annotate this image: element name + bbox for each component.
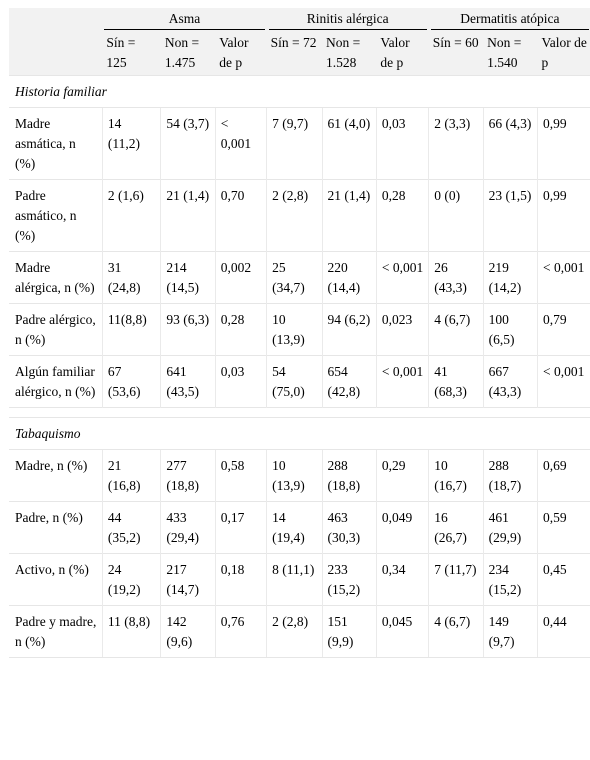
table-row: [9, 108, 590, 180]
table-cell: 214 (14,5): [161, 252, 215, 304]
subheader-cell: Valor de p: [215, 30, 266, 76]
table-cell: 277 (18,8): [161, 450, 215, 502]
table-row: [9, 252, 590, 304]
table-cell: 0,049: [376, 502, 428, 554]
section-title-row: [9, 418, 590, 450]
corner-cell: [9, 30, 102, 76]
table-cell: 7 (11,7): [429, 554, 483, 606]
table-cell: 0,023: [376, 304, 428, 356]
table-row: [9, 356, 590, 408]
table-cell: 641 (43,5): [161, 356, 215, 408]
subheader-cell: Non = 1.540: [483, 30, 537, 76]
table-cell: 54 (75,0): [267, 356, 322, 408]
table-cell: 0,28: [215, 304, 266, 356]
table-cell: < 0,001: [538, 252, 590, 304]
table-cell: 0,44: [538, 606, 590, 658]
table-cell: 0,03: [376, 108, 428, 180]
table-cell: 25 (34,7): [267, 252, 322, 304]
subheader-cell: Valor de p: [538, 30, 590, 76]
table-cell: 54 (3,7): [161, 108, 215, 180]
table-cell: 21 (16,8): [102, 450, 160, 502]
table-cell: 16 (26,7): [429, 502, 483, 554]
table-row: [9, 554, 590, 606]
table-cell: < 0,001: [376, 356, 428, 408]
table-cell: 151 (9,9): [322, 606, 376, 658]
table-cell: 14 (19,4): [267, 502, 322, 554]
table-cell: 4 (6,7): [429, 606, 483, 658]
table-cell: 14 (11,2): [102, 108, 160, 180]
table-cell: 0,28: [376, 180, 428, 252]
table-cell: 0,70: [215, 180, 266, 252]
subheader-cell: Sín = 60: [429, 30, 483, 76]
table-cell: 2 (3,3): [429, 108, 483, 180]
table-cell: 10 (16,7): [429, 450, 483, 502]
section-spacer: [9, 408, 590, 418]
table-cell: < 0,001: [215, 108, 266, 180]
table-cell: 24 (19,2): [102, 554, 160, 606]
section-title: Historia familiar: [9, 76, 590, 108]
subheader-cell: Sín = 125: [102, 30, 160, 76]
row-label: Madre alérgica, n (%): [9, 252, 102, 304]
table-cell: 0,29: [376, 450, 428, 502]
table-cell: 21 (1,4): [322, 180, 376, 252]
table-cell: 67 (53,6): [102, 356, 160, 408]
table-cell: 288 (18,8): [322, 450, 376, 502]
table-cell: 93 (6,3): [161, 304, 215, 356]
table-row: [9, 450, 590, 502]
table-cell: 142 (9,6): [161, 606, 215, 658]
table-cell: 234 (15,2): [483, 554, 537, 606]
row-label: Activo, n (%): [9, 554, 102, 606]
table-cell: 0,69: [538, 450, 590, 502]
corner-cell: [9, 8, 102, 30]
subheader-cell: Non = 1.528: [322, 30, 376, 76]
table-cell: 8 (11,1): [267, 554, 322, 606]
table-cell: 0,58: [215, 450, 266, 502]
table-cell: < 0,001: [376, 252, 428, 304]
table-cell: 220 (14,4): [322, 252, 376, 304]
subheader-cell: Valor de p: [376, 30, 428, 76]
table-cell: 23 (1,5): [483, 180, 537, 252]
table-cell: 11(8,8): [102, 304, 160, 356]
group-header-dermatitis: Dermatitis atópica: [429, 8, 590, 30]
table-row: [9, 606, 590, 658]
table-cell: 0,59: [538, 502, 590, 554]
table-cell: 0,76: [215, 606, 266, 658]
table-cell: 2 (2,8): [267, 606, 322, 658]
table-cell: 461 (29,9): [483, 502, 537, 554]
table-cell: 31 (24,8): [102, 252, 160, 304]
table-cell: 66 (4,3): [483, 108, 537, 180]
table-cell: 0,002: [215, 252, 266, 304]
table-row: [9, 502, 590, 554]
table-cell: 288 (18,7): [483, 450, 537, 502]
table-cell: 0,99: [538, 108, 590, 180]
table-row: [9, 304, 590, 356]
table-cell: 4 (6,7): [429, 304, 483, 356]
subheader-cell: Non = 1.475: [161, 30, 215, 76]
table-cell: 0,03: [215, 356, 266, 408]
row-label: Padre, n (%): [9, 502, 102, 554]
table-cell: 667 (43,3): [483, 356, 537, 408]
table-cell: 10 (13,9): [267, 450, 322, 502]
table-row: [9, 180, 590, 252]
table-cell: 44 (35,2): [102, 502, 160, 554]
table-cell: 0,45: [538, 554, 590, 606]
table-cell: 21 (1,4): [161, 180, 215, 252]
subheader-cell: Sín = 72: [267, 30, 322, 76]
table-cell: 2 (1,6): [102, 180, 160, 252]
table-cell: 11 (8,8): [102, 606, 160, 658]
subheader-row: [9, 30, 590, 76]
row-label: Padre alérgico, n (%): [9, 304, 102, 356]
table-cell: 0,34: [376, 554, 428, 606]
table-cell: 61 (4,0): [322, 108, 376, 180]
table-cell: 0,79: [538, 304, 590, 356]
table-cell: 41 (68,3): [429, 356, 483, 408]
table-cell: 26 (43,3): [429, 252, 483, 304]
table-cell: 463 (30,3): [322, 502, 376, 554]
table-cell: 219 (14,2): [483, 252, 537, 304]
group-header-asma: Asma: [102, 8, 266, 30]
table-cell: 94 (6,2): [322, 304, 376, 356]
group-header-rinitis: Rinitis alérgica: [267, 8, 429, 30]
row-label: Padre asmático, n (%): [9, 180, 102, 252]
table-cell: 100 (6,5): [483, 304, 537, 356]
section-title: Tabaquismo: [9, 418, 590, 450]
table-cell: 0,18: [215, 554, 266, 606]
table-cell: 0 (0): [429, 180, 483, 252]
table-cell: 0,045: [376, 606, 428, 658]
table-cell: 149 (9,7): [483, 606, 537, 658]
row-label: Padre y madre, n (%): [9, 606, 102, 658]
table-cell: 2 (2,8): [267, 180, 322, 252]
row-label: Madre asmática, n (%): [9, 108, 102, 180]
table-cell: 10 (13,9): [267, 304, 322, 356]
group-header-row: [9, 8, 590, 30]
row-label: Algún familiar alérgico, n (%): [9, 356, 102, 408]
row-label: Madre, n (%): [9, 450, 102, 502]
table-cell: 233 (15,2): [322, 554, 376, 606]
table-cell: 654 (42,8): [322, 356, 376, 408]
table-cell: 7 (9,7): [267, 108, 322, 180]
table-cell: < 0,001: [538, 356, 590, 408]
table-cell: 217 (14,7): [161, 554, 215, 606]
section-title-row: [9, 76, 590, 108]
table-cell: 0,99: [538, 180, 590, 252]
results-table: [9, 8, 590, 658]
table-cell: 433 (29,4): [161, 502, 215, 554]
table-cell: 0,17: [215, 502, 266, 554]
